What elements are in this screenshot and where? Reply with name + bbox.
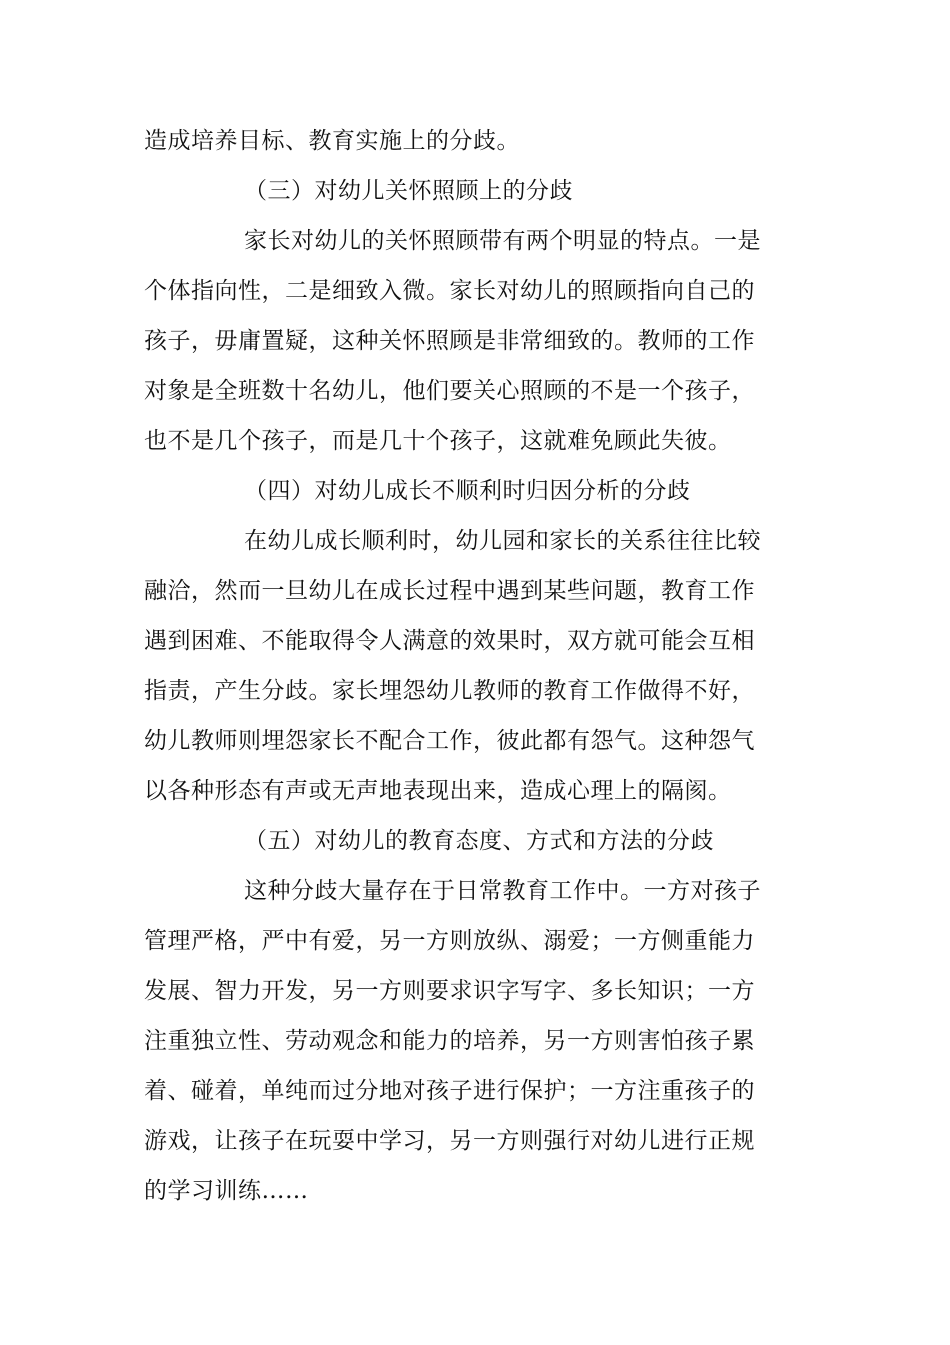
paragraph-line: 对象是全班数十名幼儿，他们要关心照顾的不是一个孩子，: [144, 378, 755, 404]
paragraph-line: 遇到困难、不能取得令人满意的效果时，双方就可能会互相: [144, 628, 755, 654]
paragraph-line: 造成培养目标、教育实施上的分歧。: [144, 128, 520, 154]
paragraph-line: 家长对幼儿的关怀照顾带有两个明显的特点。一是: [244, 228, 761, 254]
paragraph-line: 这种分歧大量存在于日常教育工作中。一方对孩子: [244, 878, 761, 904]
paragraph-line: 游戏，让孩子在玩耍中学习，另一方则强行对幼儿进行正规: [144, 1128, 755, 1154]
section-heading-5: （五）对幼儿的教育态度、方式和方法的分歧: [244, 828, 714, 854]
paragraph-line: 也不是几个孩子，而是几十个孩子，这就难免顾此失彼。: [144, 428, 732, 454]
paragraph-line: 以各种形态有声或无声地表现出来，造成心理上的隔阂。: [144, 778, 732, 804]
paragraph-line: 个体指向性，二是细致入微。家长对幼儿的照顾指向自己的: [144, 278, 755, 304]
paragraph-line: 着、碰着，单纯而过分地对孩子进行保护；一方注重孩子的: [144, 1078, 755, 1104]
section-heading-4: （四）对幼儿成长不顺利时归因分析的分歧: [244, 478, 691, 504]
paragraph-line: 的学习训练……: [144, 1178, 309, 1204]
paragraph-line: 管理严格，严中有爱，另一方则放纵、溺爱；一方侧重能力: [144, 928, 755, 954]
paragraph-line: 孩子，毋庸置疑，这种关怀照顾是非常细致的。教师的工作: [144, 328, 755, 354]
paragraph-line: 注重独立性、劳动观念和能力的培养，另一方则害怕孩子累: [144, 1028, 755, 1054]
section-heading-3: （三）对幼儿关怀照顾上的分歧: [244, 178, 573, 204]
paragraph-line: 融洽，然而一旦幼儿在成长过程中遇到某些问题，教育工作: [144, 578, 755, 604]
paragraph-line: 指责，产生分歧。家长埋怨幼儿教师的教育工作做得不好，: [144, 678, 755, 704]
paragraph-line: 发展、智力开发，另一方则要求识字写字、多长知识；一方: [144, 978, 755, 1004]
paragraph-line: 幼儿教师则埋怨家长不配合工作，彼此都有怨气。这种怨气: [144, 728, 755, 754]
paragraph-line: 在幼儿成长顺利时，幼儿园和家长的关系往往比较: [244, 528, 761, 554]
